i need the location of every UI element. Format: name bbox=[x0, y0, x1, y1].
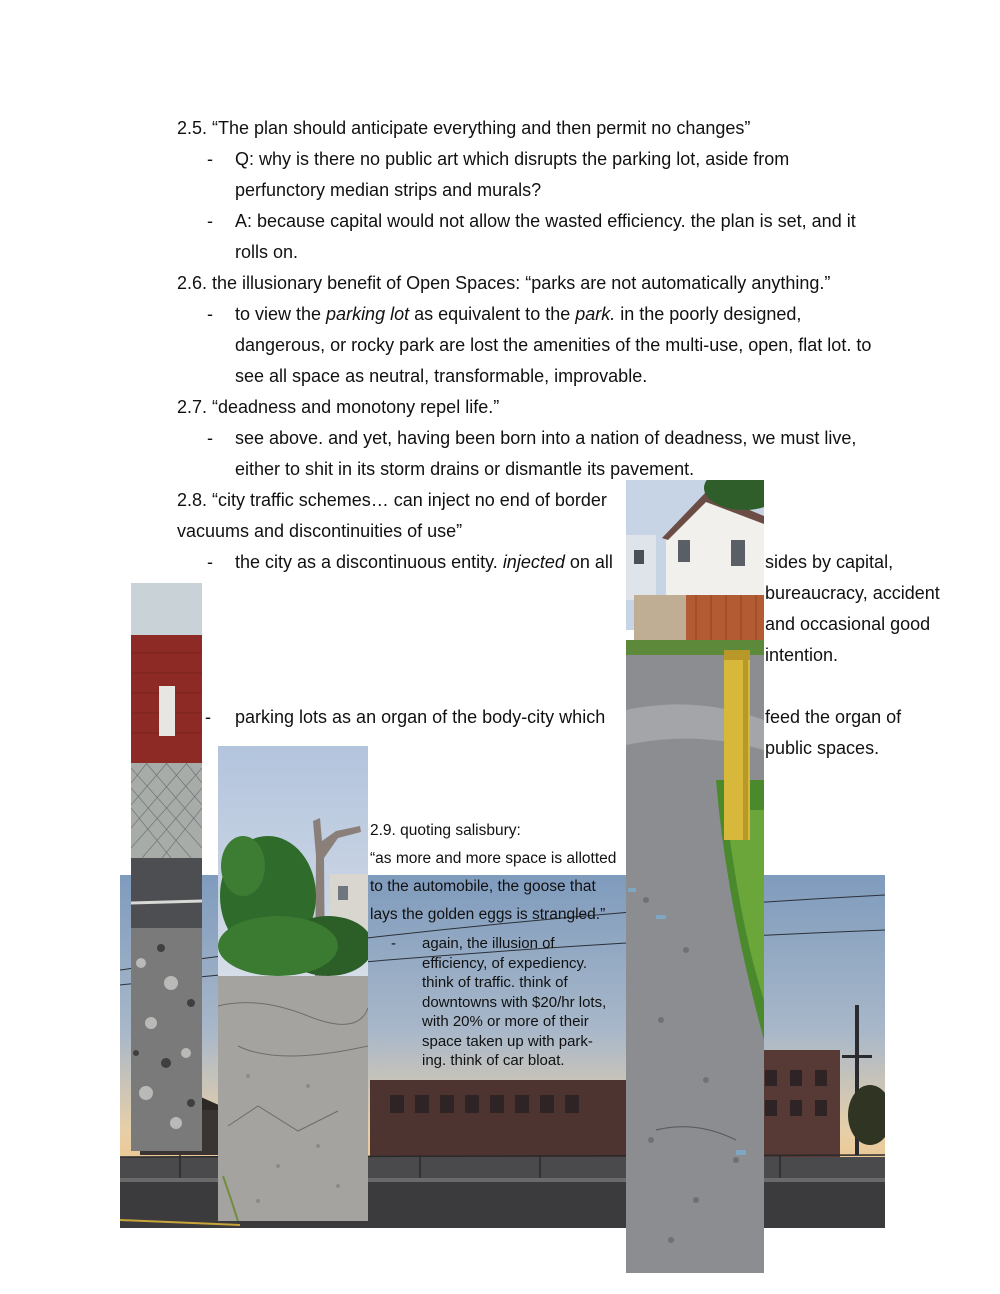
section-2-8-bullet-1-right-line-4: intention. bbox=[765, 645, 839, 665]
bullet-dash: - bbox=[391, 935, 396, 952]
yellow-bollard-path-photo bbox=[626, 480, 764, 1273]
section-2-8-bullet-1-right-line-1: sides by capital, bbox=[765, 552, 894, 572]
section-2-5-question-line-2: perfunctory median strips and murals? bbox=[235, 180, 542, 200]
section-2-9-body-line-2: efficiency, of expediency. bbox=[422, 954, 588, 972]
section-2-8-heading-line-2: vacuums and discontinuities of use” bbox=[177, 521, 463, 541]
section-2-8-bullet-1-right-line-3: and occasional good bbox=[765, 614, 931, 634]
section-2-9-body-line-7: ing. think of car bloat. bbox=[422, 1052, 565, 1069]
section-2-9-body-line-3: think of traffic. think of bbox=[422, 974, 568, 991]
section-2-7-body-line-1: see above. and yet, having been born into a nation of deadness, we must live, bbox=[235, 428, 857, 448]
brick-building-fence-photo bbox=[131, 583, 202, 1151]
text-run: the city as a discontinuous entity. bbox=[235, 552, 503, 572]
text-run: in the poorly designed, bbox=[615, 304, 802, 324]
section-2-9-heading: 2.9. quoting salisbury: bbox=[370, 822, 521, 839]
section-2-6-body-line-1 bbox=[235, 299, 801, 330]
bullet-dash: - bbox=[207, 211, 213, 231]
dead-tree-asphalt-photo bbox=[218, 746, 368, 1221]
section-2-6-body-line-2: dangerous, or rocky park are lost the amenities of the multi-use, open, flat lot. to bbox=[235, 335, 872, 355]
section-2-7-body-line-2: either to shit in its storm drains or dismantle its pavement. bbox=[235, 459, 695, 479]
section-2-8-bullet-2-right-line-2: public spaces. bbox=[765, 738, 880, 758]
section-2-5-answer-line-2: rolls on. bbox=[235, 242, 299, 262]
section-2-9-body-line-5: with 20% or more of their bbox=[422, 1013, 589, 1030]
section-2-5-answer-line-1: A: because capital would not allow the wasted efficiency. the plan is set, and it bbox=[235, 211, 856, 231]
section-2-6-body-line-3: see all space as neutral, transformable, improvable. bbox=[235, 366, 648, 386]
section-2-9-body-line-1: again, the illusion of bbox=[422, 935, 555, 952]
bullet-dash: - bbox=[207, 552, 213, 572]
section-2-8-heading-line-1: 2.8. “city traffic schemes… can inject no end of border bbox=[177, 490, 607, 510]
bullet-dash: - bbox=[207, 428, 213, 448]
section-2-5-heading: 2.5. “The plan should anticipate everything and then permit no changes” bbox=[177, 118, 751, 138]
text-run: as equivalent to the bbox=[409, 304, 576, 324]
text-run: to view the bbox=[235, 304, 327, 324]
bullet-dash: - bbox=[207, 149, 213, 169]
section-2-8-bullet-2-right-line-1: feed the organ of bbox=[765, 707, 902, 727]
emphasis-park: park. bbox=[575, 304, 616, 324]
bullet-dash: - bbox=[205, 707, 211, 727]
section-2-8-bullet-1-right-line-2: bureaucracy, accident bbox=[765, 583, 940, 603]
bullet-dash: - bbox=[207, 304, 213, 324]
section-2-9-body-line-4: downtowns with $20/hr lots, bbox=[422, 993, 607, 1011]
section-2-5-question-line-1: Q: why is there no public art which disrupts the parking lot, aside from bbox=[235, 149, 790, 169]
section-2-9-body-line-6: space taken up with park- bbox=[422, 1032, 593, 1050]
emphasis-injected: injected bbox=[502, 552, 565, 572]
section-2-8-bullet-2-left: parking lots as an organ of the body-city which bbox=[235, 707, 606, 727]
section-2-7-heading: 2.7. “deadness and monotony repel life.” bbox=[177, 397, 500, 417]
section-2-9-quote-line-1: “as more and more space is allotted bbox=[370, 850, 617, 867]
section-2-6-heading: 2.6. the illusionary benefit of Open Spaces: “parks are not automatically anything.” bbox=[177, 273, 831, 293]
section-2-9-quote-line-3: lays the golden eggs is strangled.” bbox=[370, 906, 606, 923]
section-2-9-quote-line-2: to the automobile, the goose that bbox=[370, 878, 596, 895]
section-2-8-bullet-1-left bbox=[235, 547, 613, 578]
emphasis-parking-lot: parking lot bbox=[326, 304, 410, 324]
text-run: on all bbox=[564, 552, 613, 572]
